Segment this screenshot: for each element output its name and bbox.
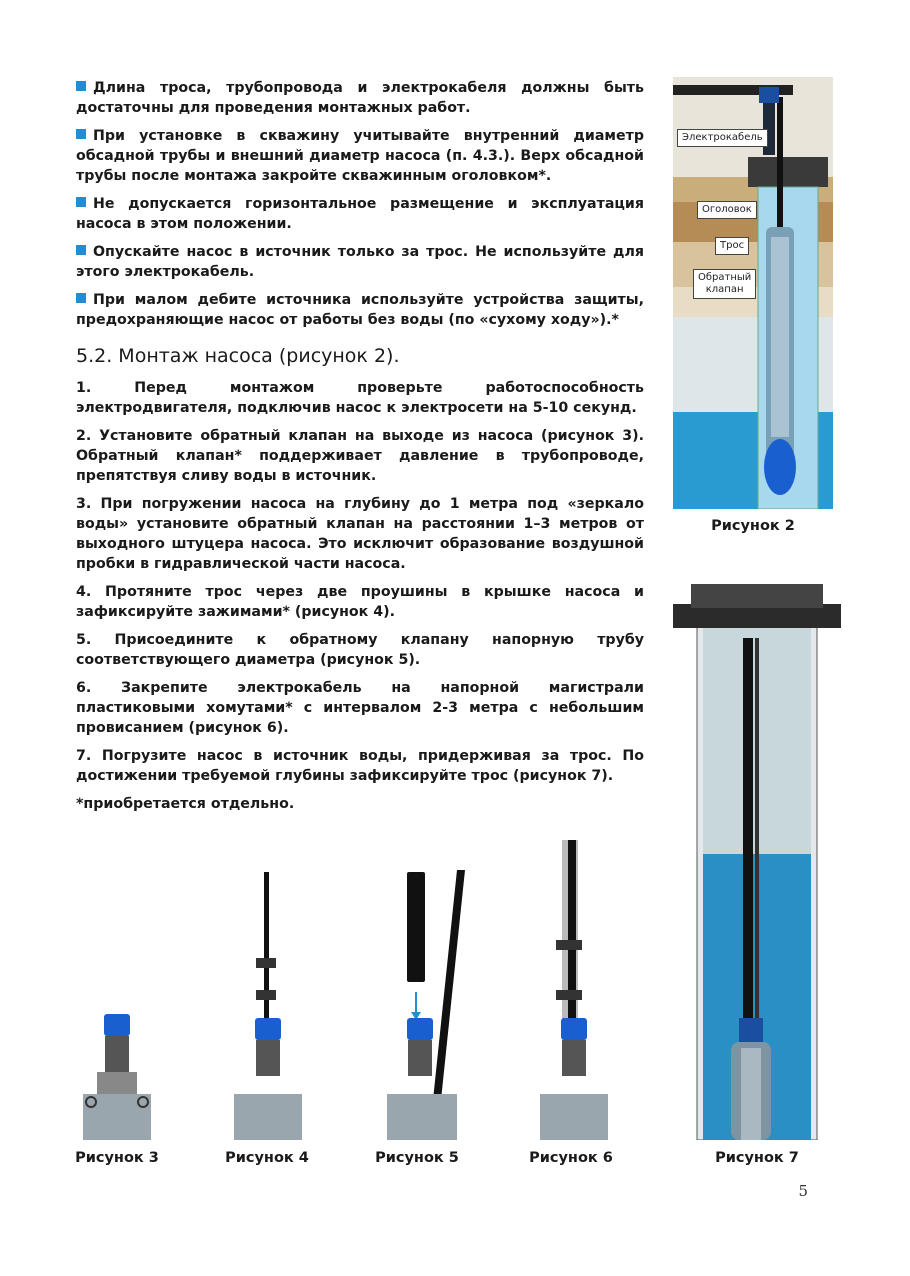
pump-with-valve (83, 1014, 151, 1140)
step-paragraph: 7. Погрузите насос в источник воды, придерживая за трос. По достижении требуемой глубины зафиксируйте трос (рисунок 7). (76, 748, 644, 784)
pump-with-rope-clamps (234, 872, 302, 1140)
well-pump-diagram (673, 578, 841, 1140)
step-paragraph: 4. Протяните трос через две проушины в крышке насоса и зафиксируйте зажимами* (рисунок 4). (76, 584, 644, 620)
figure-5-illustration (387, 870, 465, 1140)
bullet-paragraph: При малом дебите источника используйте устройства защиты, предохраняющие насос от работы без воды (по «сухому ходу»).* (76, 292, 644, 328)
bullet-square-icon (76, 293, 86, 303)
section-heading: 5.2. Монтаж насоса (рисунок 2). (76, 345, 400, 367)
bullet-paragraph: Длина троса, трубопровода и электрокабеля должны быть достаточны для проведения монтажных работ. (76, 80, 644, 116)
figure-6-illustration (540, 840, 608, 1140)
figure-4-caption: Рисунок 4 (225, 1150, 309, 1166)
figure-7-illustration (673, 578, 841, 1140)
figure-3-illustration (83, 1014, 151, 1140)
footnote: *приобретается отдельно. (76, 796, 295, 812)
bullet-square-icon (76, 129, 86, 139)
label-check-valve: Обратный клапан (693, 269, 756, 299)
bullet-square-icon (76, 81, 86, 91)
figure-2-illustration (673, 77, 833, 509)
bullet-square-icon (76, 197, 86, 207)
page-number: 5 (798, 1182, 808, 1200)
figure-5-caption: Рисунок 5 (375, 1150, 459, 1166)
step-paragraph: 5. Присоедините к обратному клапану напорную трубу соответствующего диаметра (рисунок 5). (76, 632, 644, 668)
figure-2-caption: Рисунок 2 (711, 518, 795, 534)
label-electrocable: Электрокабель (677, 129, 768, 147)
bullet-paragraph: При установке в скважину учитывайте внутренний диаметр обсадной трубы и внешний диаметр насоса (п. 4.3.). Верх обсадной трубы после монтажа закройте скважинным оголовком*. (76, 128, 644, 184)
figure-6-caption: Рисунок 6 (529, 1150, 613, 1166)
pump-with-pipe (387, 870, 465, 1140)
step-paragraph: 1. Перед монтажом проверьте работоспособность электродвигателя, подключив насос к электросети на 5-10 секунд. (76, 380, 644, 416)
bullet-paragraph: Опускайте насос в источник только за трос. Не используйте для этого электрокабель. (76, 244, 644, 280)
figure-7-caption: Рисунок 7 (715, 1150, 799, 1166)
text-column (76, 78, 644, 822)
bullet-square-icon (76, 245, 86, 255)
step-paragraph: 3. При погружении насоса на глубину до 1 метра под «зеркало воды» установите обратный клапан на расстоянии 1–3 метров от выходного штуцера насоса. Это исключит образование воздушной пробки в гидравлической части насоса. (76, 496, 644, 572)
figure-3-caption: Рисунок 3 (75, 1150, 159, 1166)
bullet-paragraph: Не допускается горизонтальное размещение и эксплуатация насоса в этом положении. (76, 196, 644, 232)
label-wellhead: Оголовок (697, 201, 757, 219)
label-rope: Трос (715, 237, 749, 255)
pump-with-pipe-and-cable (540, 840, 608, 1140)
step-paragraph: 2. Установите обратный клапан на выходе из насоса (рисунок 3). Обратный клапан* поддерживает давление в трубопроводе, препятствуя сливу воды в источник. (76, 428, 644, 484)
figure-4-illustration (234, 872, 302, 1140)
step-paragraph: 6. Закрепите электрокабель на напорной магистрали пластиковыми хомутами* с интервалом 2-3 метра с небольшим провисанием (рисунок 6). (76, 680, 644, 736)
